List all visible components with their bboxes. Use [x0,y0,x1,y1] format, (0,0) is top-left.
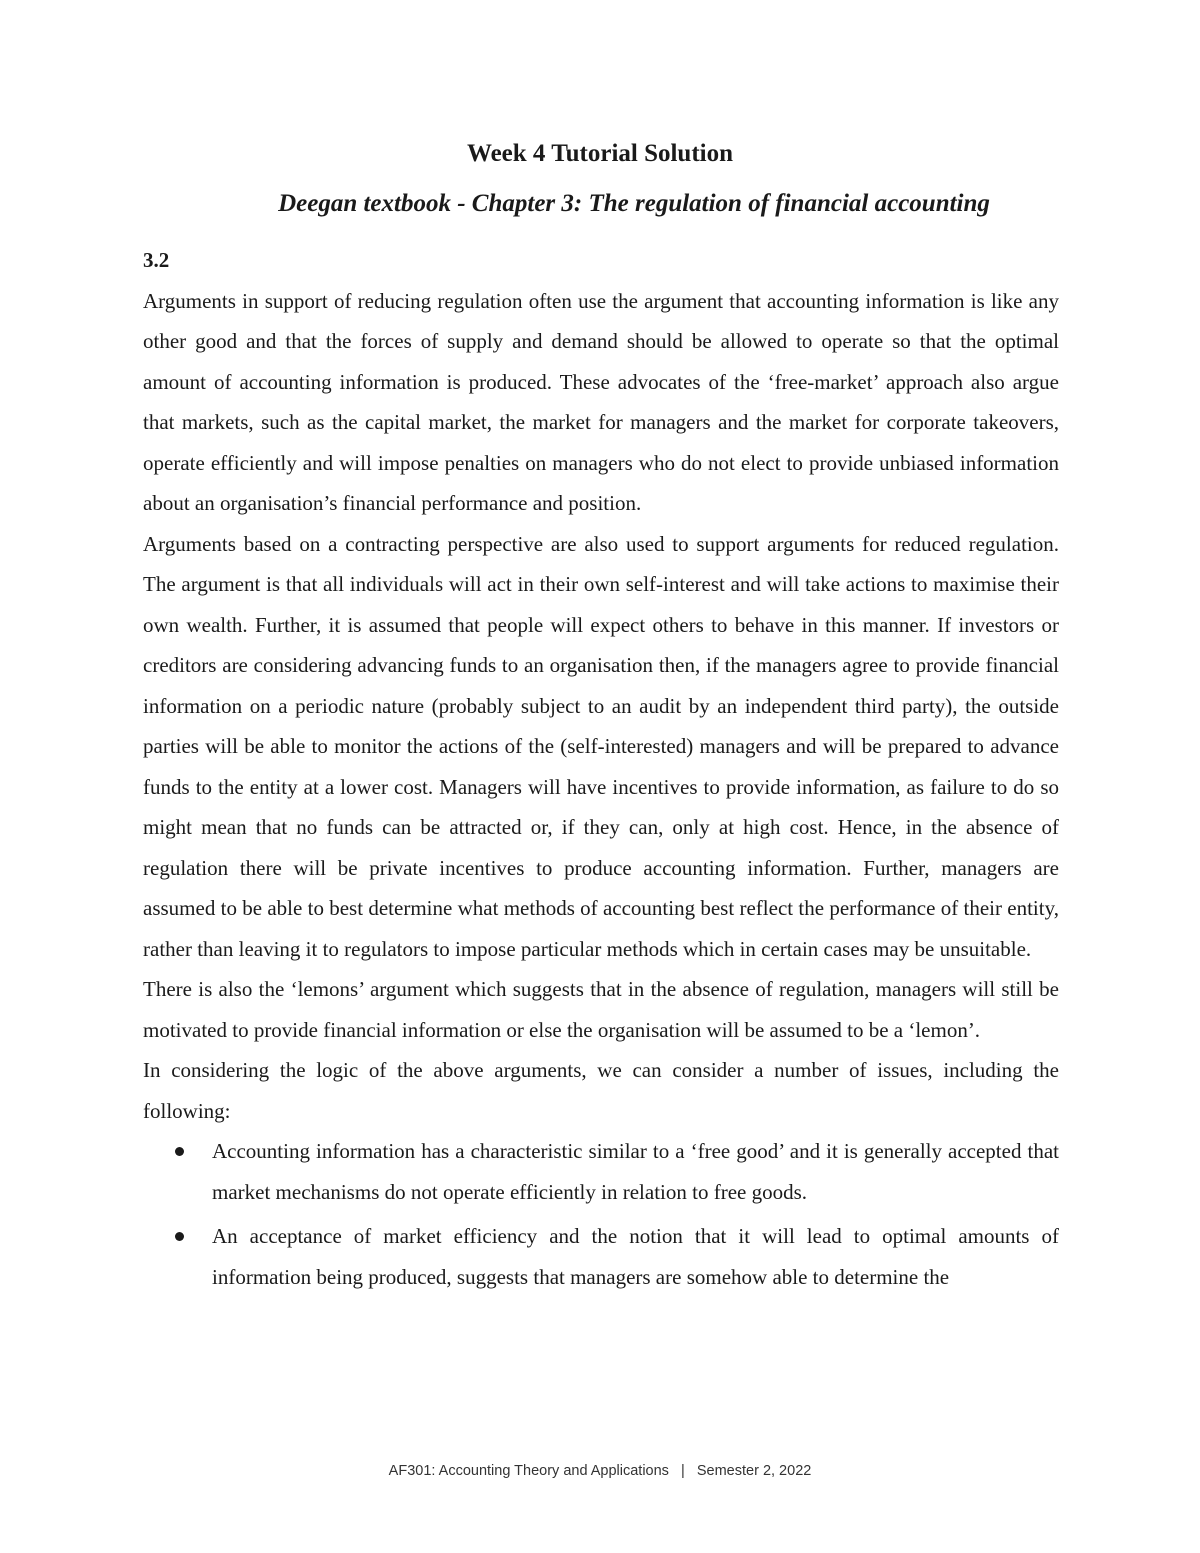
page-title: Week 4 Tutorial Solution [466,140,734,167]
page-subtitle: Deegan textbook - Chapter 3: The regulation of financial accounting [278,190,990,217]
paragraph: There is also the ‘lemons’ argument which suggests that in the absence of regulation, managers will still be motivated to provide financial information or else the organisation will be assumed to be a ‘lemon’. [143,977,1059,1042]
paragraph: In considering the logic of the above arguments, we can consider a number of issues, including the following: [143,1058,1059,1123]
bullet-list [143,1131,1059,1297]
bullet-icon [175,1147,184,1156]
paragraph: Arguments based on a contracting perspective are also used to support arguments for reduced regulation. The argument is that all individuals will act in their own self-interest and will take actions to maximise their own wealth. Further, it is assumed that people will expect others to behave in this manner. If investors or creditors are considering advancing funds to an organisation then, if the managers agree to provide financial information on a periodic nature (probably subject to an audit by an independent third party), the outside parties will be able to monitor the actions of the (self-interested) managers and will be prepared to advance funds to the entity at a lower cost. Managers will have incentives to provide information, as failure to do so might mean that no funds can be attracted or, if they can, only at high cost. Hence, in the absence of regulation there will be private incentives to produce accounting information. Further, managers are assumed to be able to best determine what methods of accounting best reflect the performance of their entity, rather than leaving it to regulators to impose particular methods which in certain cases may be unsuitable. [143,531,1059,961]
document-body [143,240,1059,1301]
list-item-text: An acceptance of market efficiency and the notion that it will lead to optimal amounts of information being produced, suggests that managers are somehow able to determine the [212,1224,1059,1289]
list-item [143,1216,1059,1297]
list-item [143,1131,1059,1212]
paragraph: Arguments in support of reducing regulation often use the argument that accounting information is like any other good and that the forces of supply and demand should be allowed to operate so that the optimal amount of accounting information is produced. These advocates of the ‘free-market’ approach also argue that markets, such as the capital market, the market for managers and the market for corporate takeovers, operate efficiently and will impose penalties on managers who do not elect to provide unbiased information about an organisation’s financial performance and position. [143,288,1059,515]
section-number: 3.2 [143,248,170,272]
bullet-icon [175,1232,184,1241]
page-footer: AF301: Accounting Theory and Applications | Semester 2, 2022 [388,1463,812,1479]
list-item-text: Accounting information has a characteristic similar to a ‘free good’ and it is generally accepted that market mechanisms do not operate efficiently in relation to free goods. [212,1139,1059,1204]
